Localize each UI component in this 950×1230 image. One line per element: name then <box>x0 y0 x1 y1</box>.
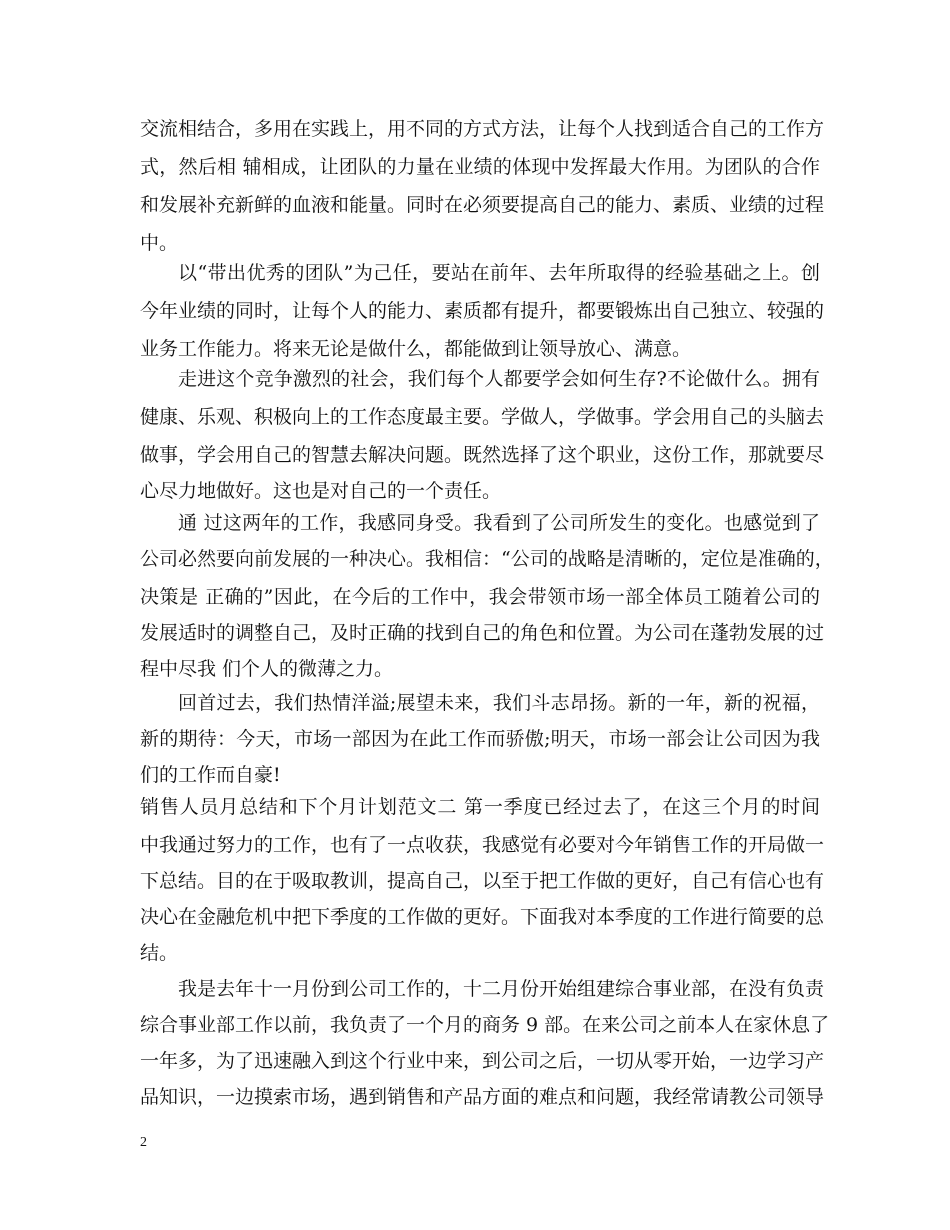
text-line: 交流相结合，多用在实践上，用不同的方式方法，让每个人找到适合自己的工作方 <box>140 118 825 140</box>
text-line: 一年多，为了迅速融入到这个行业中来，到公司之后，一切从零开始，一边学习产 <box>140 1050 825 1072</box>
text-line: 品知识，一边摸索市场，遇到销售和产品方面的难点和问题，我经常请教公司领导 <box>140 1086 825 1108</box>
text-line: 们的工作而自豪! <box>140 764 281 786</box>
paragraph-first-line: 通 过这两年的工作，我感同身受。我看到了公司所发生的变化。也感觉到了 <box>178 512 820 534</box>
paragraph-first-line: 我是去年十一月份到公司工作的，十二月份开始组建综合事业部，在没有负责 <box>178 978 825 1000</box>
text-line: 新的期待：今天，市场一部因为在此工作而骄傲;明天，市场一部会让公司因为我 <box>140 728 820 750</box>
text-line: 发展适时的调整自己，及时正确的找到自己的角色和位置。为公司在蓬勃发展的过 <box>140 622 825 644</box>
text-line: 决策是 正确的”因此，在今后的工作中，我会带领市场一部全体员工随着公司的 <box>140 586 820 608</box>
text-line: 结。 <box>140 942 179 964</box>
paragraph-first-line: 以“带出优秀的团队”为己任，要站在前年、去年所取得的经验基础之上。创 <box>178 262 820 284</box>
text-line: 中。 <box>140 232 179 254</box>
text-line: 和发展补充新鲜的血液和能量。同时在必须要提高自己的能力、素质、业绩的过程 <box>140 194 825 216</box>
text-line: 健康、乐观、积极向上的工作态度最主要。学做人，学做事。学会用自己的头脑去 <box>140 406 825 428</box>
text-line: 做事，学会用自己的智慧去解决问题。既然选择了这个职业，这份工作，那就要尽 <box>140 444 825 466</box>
paragraph-first-line: 回首过去，我们热情洋溢;展望未来，我们斗志昂扬。新的一年，新的祝福， <box>178 692 820 714</box>
text-line: 业务工作能力。将来无论是做什么，都能做到让领导放心、满意。 <box>140 338 692 360</box>
section-heading-line: 销售人员月总结和下个月计划范文二 第一季度已经过去了，在这三个月的时间 <box>140 796 820 818</box>
text-line: 程中尽我 们个人的微薄之力。 <box>140 658 394 680</box>
text-line: 式，然后相 辅相成，让团队的力量在业绩的体现中发挥最大作用。为团队的合作 <box>140 156 820 178</box>
text-line: 中我通过努力的工作，也有了一点收获，我感觉有必要对今年销售工作的开局做一 <box>140 834 825 856</box>
paragraph-first-line: 走进这个竞争激烈的社会，我们每个人都要学会如何生存?不论做什么。拥有 <box>178 368 820 390</box>
text-line: 今年业绩的同时，让每个人的能力、素质都有提升，都要锻炼出自己独立、较强的 <box>140 300 825 322</box>
text-line: 公司必然要向前发展的一种决心。我相信：“公司的战略是清晰的，定位是准确的， <box>140 548 834 570</box>
text-line: 决心在金融危机中把下季度的工作做的更好。下面我对本季度的工作进行简要的总 <box>140 906 825 928</box>
text-line: 下总结。目的在于吸取教训，提高自己，以至于把工作做的更好，自己有信心也有 <box>140 870 825 892</box>
page-number: 2 <box>140 1135 147 1150</box>
text-line: 综合事业部工作以前，我负责了一个月的商务 9 部。在来公司之前本人在家休息了 <box>140 1014 830 1036</box>
text-line: 心尽力地做好。这也是对自己的一个责任。 <box>140 480 502 502</box>
